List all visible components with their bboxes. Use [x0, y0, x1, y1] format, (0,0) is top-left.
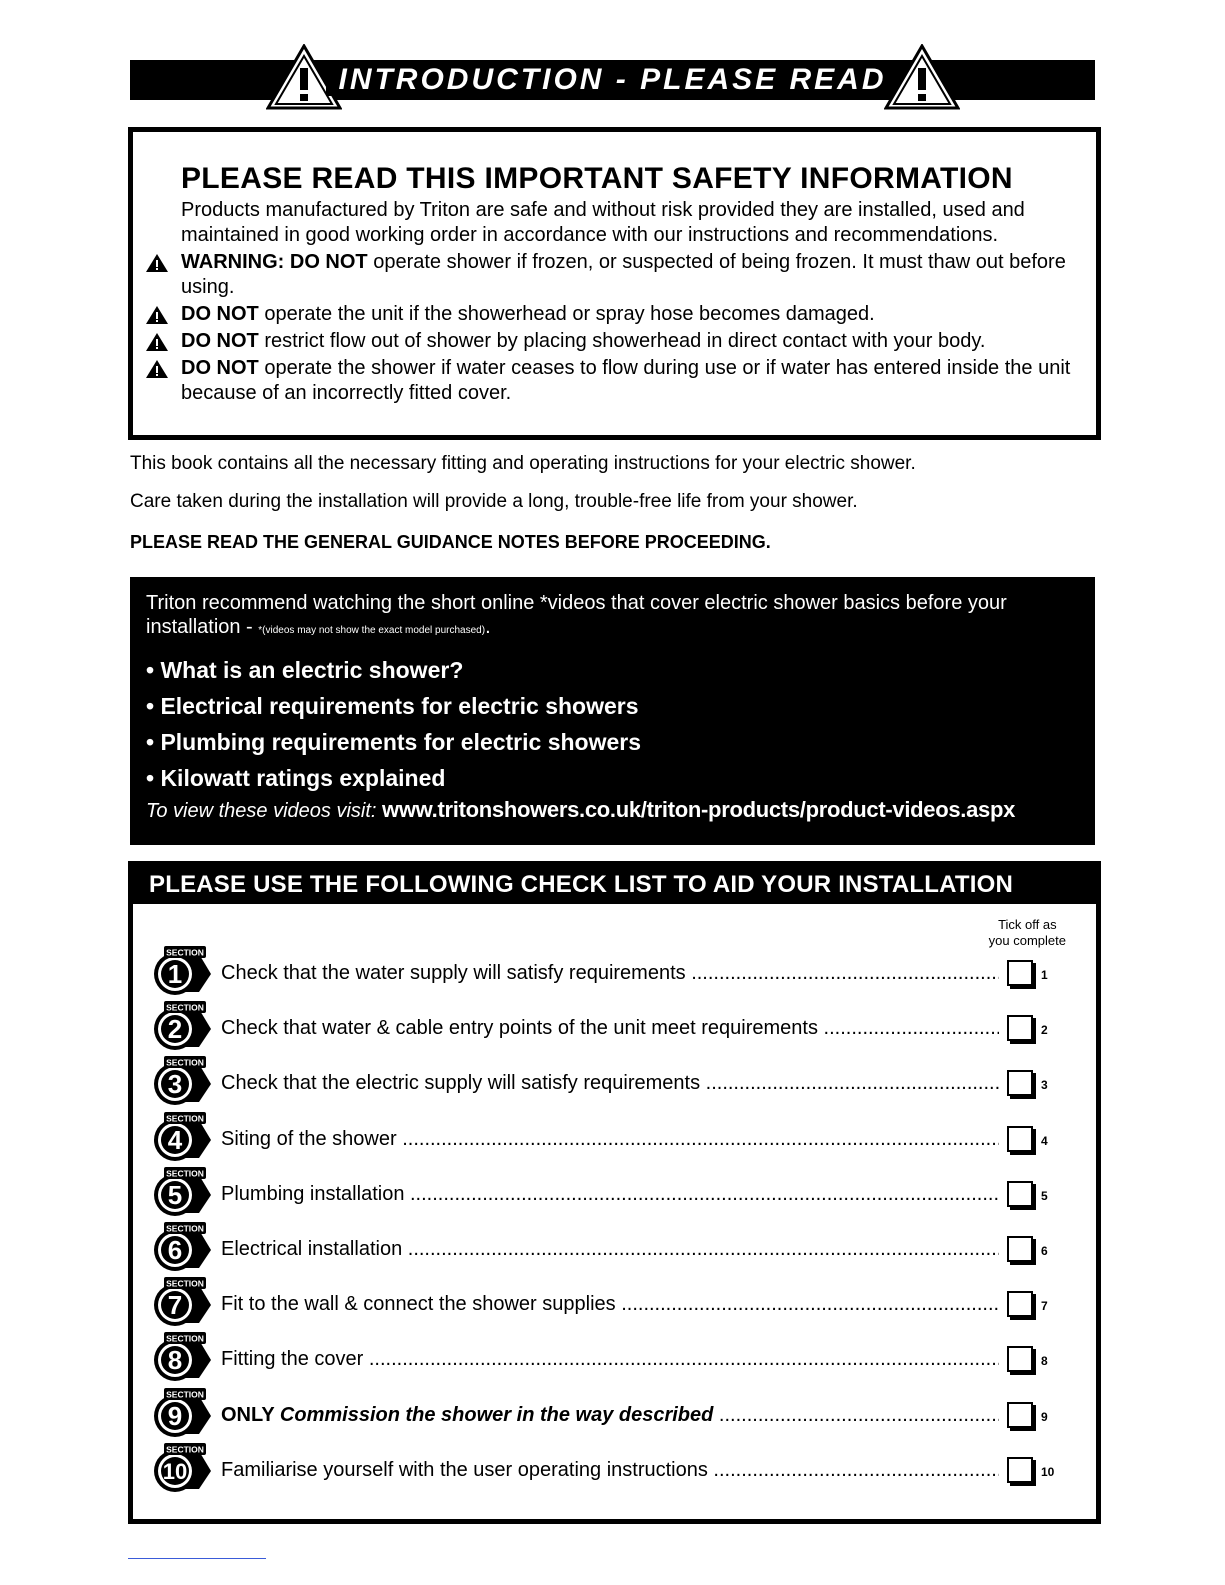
warning-icon — [145, 332, 169, 352]
intro-paragraph: This book contains all the necessary fitting and operating instructions for your electric shower. — [130, 453, 916, 474]
svg-text:SECTION: SECTION — [166, 1278, 204, 1289]
svg-text:SECTION: SECTION — [166, 1444, 204, 1455]
section-badge-icon — [151, 1112, 215, 1162]
checklist-number: 1 — [1041, 968, 1048, 982]
checklist-row — [133, 1332, 1096, 1387]
svg-text:SECTION: SECTION — [166, 1223, 204, 1234]
checklist-number: 7 — [1041, 1299, 1048, 1314]
safety-item: DO NOT operate the shower if water ceases to flow during use or if water has entered inside the unit because of an incorrectly fitted cover. — [145, 356, 1085, 406]
installation-checklist — [128, 861, 1101, 1524]
checklist-number: 2 — [1041, 1023, 1048, 1038]
checklist-checkbox[interactable] — [1007, 1402, 1033, 1428]
video-visit: To view these videos visit: www.tritonshowers.co.uk/triton-products/product-videos.aspx — [146, 797, 1016, 822]
safety-intro: Products manufactured by Triton are safe and without risk provided they are installed, used and maintained in good working order in accordance with our instructions and recommendations. — [181, 199, 1025, 246]
intro-paragraph: Care taken during the installation will provide a long, trouble-free life from your shower. — [130, 491, 858, 512]
section-badge-icon — [151, 1332, 215, 1382]
checklist-item-text: Familiarise yourself with the user operating instructions ..... — [221, 1459, 999, 1482]
svg-text:SECTION: SECTION — [166, 1002, 204, 1013]
checklist-number: 3 — [1041, 1078, 1048, 1093]
footer-link-line — [128, 1558, 266, 1559]
video-list — [146, 652, 641, 796]
checklist-checkbox[interactable] — [1007, 1236, 1033, 1262]
checklist-row — [133, 1167, 1096, 1222]
checklist-checkbox[interactable] — [1007, 960, 1033, 986]
checklist-item-text: Fitting the cover ..... — [221, 1348, 999, 1371]
checklist-title: PLEASE USE THE FOLLOWING CHECK LIST TO AID YOUR INSTALLATION — [133, 866, 1096, 904]
section-badge-icon — [151, 1443, 215, 1493]
tick-note: Tick off as you complete — [988, 917, 1066, 948]
checklist-checkbox[interactable] — [1007, 1291, 1033, 1317]
guidance-notice: PLEASE READ THE GENERAL GUIDANCE NOTES BEFORE PROCEEDING. — [130, 532, 771, 552]
checklist-checkbox[interactable] — [1007, 1346, 1033, 1372]
checklist-item-text: Fit to the wall & connect the shower supplies ..... — [221, 1293, 999, 1316]
checklist-item-text: Electrical installation ..... — [221, 1238, 999, 1261]
checklist-number: 10 — [1041, 1464, 1055, 1479]
checklist-checkbox[interactable] — [1007, 1070, 1033, 1096]
checklist-row — [133, 1001, 1096, 1056]
warning-triangle-icon — [884, 44, 960, 110]
section-badge-icon — [151, 1167, 215, 1217]
section-badge-icon — [151, 1388, 215, 1438]
svg-text:SECTION: SECTION — [166, 947, 204, 958]
svg-text:5: 5 — [167, 1179, 183, 1210]
svg-text:6: 6 — [167, 1235, 183, 1265]
section-badge-icon — [151, 946, 215, 996]
svg-text:4: 4 — [167, 1124, 183, 1155]
checklist-row — [133, 1056, 1096, 1111]
checklist-row — [133, 1388, 1096, 1443]
svg-text:SECTION: SECTION — [166, 1057, 204, 1068]
svg-text:SECTION: SECTION — [166, 1113, 204, 1124]
safety-info-box — [128, 127, 1101, 440]
svg-text:9: 9 — [167, 1400, 183, 1431]
warning-icon — [145, 253, 169, 273]
list-item: • What is an electric shower? — [146, 657, 464, 683]
svg-text:1: 1 — [167, 959, 183, 989]
checklist-checkbox[interactable] — [1007, 1181, 1033, 1207]
section-badge-icon — [151, 1277, 215, 1327]
svg-text:7: 7 — [167, 1290, 183, 1321]
list-item: • Plumbing requirements for electric showers — [146, 729, 642, 755]
checklist-checkbox[interactable] — [1007, 1457, 1033, 1483]
checklist-number: 9 — [1041, 1409, 1048, 1424]
checklist-row — [133, 1112, 1096, 1167]
safety-item: DO NOT restrict flow out of shower by placing showerhead in direct contact with your body. — [145, 329, 1085, 354]
svg-text:3: 3 — [167, 1069, 183, 1100]
svg-text:SECTION: SECTION — [166, 1333, 204, 1344]
checklist-item-text: Check that the electric supply will satisfy requirements ..... — [221, 1072, 999, 1095]
safety-item: WARNING: DO NOT operate shower if frozen, or suspected of being frozen. It must thaw out before using. — [145, 250, 1085, 300]
checklist-row — [133, 1443, 1096, 1498]
svg-text:SECTION: SECTION — [166, 1168, 204, 1179]
svg-text:8: 8 — [167, 1345, 183, 1376]
checklist-item-text: Check that the water supply will satisfy requirements ..... — [221, 962, 999, 985]
svg-text:10: 10 — [162, 1458, 188, 1484]
safety-title: PLEASE READ THIS IMPORTANT SAFETY INFORMATION — [181, 162, 1013, 195]
checklist-item-text: Check that water & cable entry points of the unit meet requirements ..... — [221, 1017, 999, 1040]
video-url-link[interactable]: www.tritonshowers.co.uk/triton-products/product-videos.aspx — [382, 797, 1016, 822]
checklist-row — [133, 946, 1096, 1001]
checklist-row — [133, 1277, 1096, 1332]
checklist-number: 5 — [1041, 1188, 1048, 1203]
checklist-item-text: Plumbing installation ..... — [221, 1183, 999, 1206]
warning-icon — [145, 305, 169, 325]
checklist-number: 4 — [1041, 1133, 1048, 1148]
warning-icon — [145, 359, 169, 379]
list-item: • Electrical requirements for electric showers — [146, 693, 639, 719]
checklist-item-text: ONLY Commission the shower in the way described ..... — [221, 1404, 999, 1427]
checklist-number: 8 — [1041, 1354, 1048, 1369]
checklist-checkbox[interactable] — [1007, 1015, 1033, 1041]
svg-text:2: 2 — [167, 1014, 183, 1045]
checklist-checkbox[interactable] — [1007, 1126, 1033, 1152]
checklist-item-text: Siting of the shower ..... — [221, 1128, 999, 1151]
safety-item: DO NOT operate the unit if the showerhead or spray hose becomes damaged. — [145, 302, 1085, 327]
section-badge-icon — [151, 1222, 215, 1272]
video-intro: Triton recommend watching the short online *videos that cover electric shower basics before your installation - *(videos may not show the exact model purchased). — [146, 592, 1007, 638]
checklist-row — [133, 1222, 1096, 1277]
svg-text:SECTION: SECTION — [166, 1389, 204, 1400]
video-panel — [130, 577, 1095, 845]
section-badge-icon — [151, 1056, 215, 1106]
page-title: INTRODUCTION - PLEASE READ — [0, 60, 1225, 100]
checklist-number: 6 — [1041, 1244, 1048, 1258]
list-item: • Kilowatt ratings explained — [146, 765, 446, 791]
section-badge-icon — [151, 1001, 215, 1051]
